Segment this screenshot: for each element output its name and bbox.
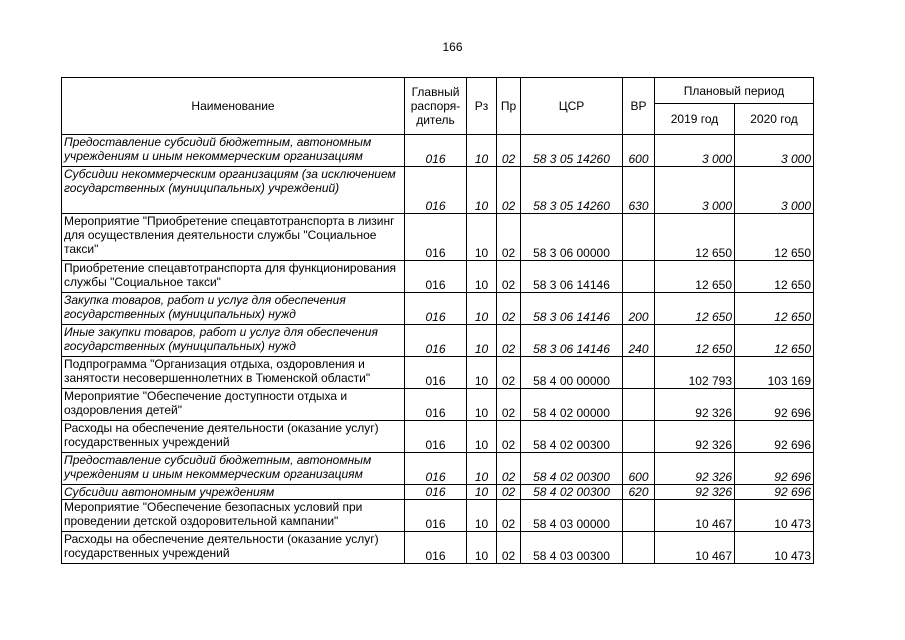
cell-rz: 10	[467, 261, 497, 293]
cell-pr: 02	[497, 532, 521, 564]
table-row	[62, 389, 814, 421]
cell-pr: 02	[497, 325, 521, 357]
cell-2019: 12 650	[655, 325, 735, 357]
cell-rz: 10	[467, 532, 497, 564]
cell-2019: 3 000	[655, 135, 735, 167]
cell-chief-manager: 016	[405, 357, 467, 389]
cell-2020: 3 000	[735, 167, 814, 214]
cell-name: Приобретение спецавтотранспорта для функционирования службы "Социальное такси"	[62, 261, 405, 293]
cell-csr: 58 3 06 14146	[521, 293, 623, 325]
cell-rz: 10	[467, 293, 497, 325]
cell-chief-manager: 016	[405, 500, 467, 532]
table-header	[62, 78, 814, 135]
cell-name: Субсидии автономным учреждениям	[62, 485, 405, 500]
cell-vr: 240	[623, 325, 655, 357]
cell-name: Мероприятие "Обеспечение доступности отдыха и оздоровления детей"	[62, 389, 405, 421]
cell-csr: 58 3 06 14146	[521, 325, 623, 357]
cell-chief-manager: 016	[405, 421, 467, 453]
table-row	[62, 532, 814, 564]
cell-pr: 02	[497, 500, 521, 532]
cell-name: Мероприятие "Обеспечение безопасных условий при проведении детской оздоровительной кампании"	[62, 500, 405, 532]
page-number: 166	[442, 40, 463, 54]
cell-2020: 92 696	[735, 421, 814, 453]
cell-pr: 02	[497, 453, 521, 485]
cell-chief-manager: 016	[405, 532, 467, 564]
cell-pr: 02	[497, 261, 521, 293]
cell-chief-manager: 016	[405, 485, 467, 500]
cell-csr: 58 3 05 14260	[521, 167, 623, 214]
cell-rz: 10	[467, 135, 497, 167]
cell-vr	[623, 261, 655, 293]
cell-rz: 10	[467, 167, 497, 214]
cell-chief-manager: 016	[405, 261, 467, 293]
header-chief-manager: Главный распоря-дитель	[405, 78, 467, 135]
cell-name: Расходы на обеспечение деятельности (оказание услуг) государственных учреждений	[62, 532, 405, 564]
cell-2019: 92 326	[655, 389, 735, 421]
table-row	[62, 261, 814, 293]
cell-name: Иные закупки товаров, работ и услуг для обеспечения государственных (муниципальных) нужд	[62, 325, 405, 357]
table-row	[62, 357, 814, 389]
cell-2020: 12 650	[735, 261, 814, 293]
table-row	[62, 421, 814, 453]
cell-2020: 12 650	[735, 325, 814, 357]
cell-2020: 10 473	[735, 500, 814, 532]
cell-2019: 10 467	[655, 532, 735, 564]
cell-vr	[623, 421, 655, 453]
cell-csr: 58 4 02 00300	[521, 453, 623, 485]
cell-2019: 12 650	[655, 261, 735, 293]
cell-pr: 02	[497, 421, 521, 453]
cell-csr: 58 4 00 00000	[521, 357, 623, 389]
header-pr: Пр	[497, 78, 521, 135]
cell-csr: 58 4 03 00000	[521, 500, 623, 532]
cell-2019: 12 650	[655, 293, 735, 325]
cell-chief-manager: 016	[405, 453, 467, 485]
cell-csr: 58 4 02 00000	[521, 389, 623, 421]
table-row	[62, 167, 814, 214]
cell-rz: 10	[467, 214, 497, 261]
cell-2019: 3 000	[655, 167, 735, 214]
header-name: Наименование	[62, 78, 405, 135]
header-vr: ВР	[623, 78, 655, 135]
header-rz: Рз	[467, 78, 497, 135]
cell-chief-manager: 016	[405, 293, 467, 325]
cell-csr: 58 3 06 14146	[521, 261, 623, 293]
header-year-2019: 2019 год	[655, 104, 735, 135]
cell-2020: 92 696	[735, 453, 814, 485]
table-row	[62, 325, 814, 357]
cell-2020: 12 650	[735, 293, 814, 325]
cell-name: Закупка товаров, работ и услуг для обеспечения государственных (муниципальных) нужд	[62, 293, 405, 325]
cell-csr: 58 4 02 00300	[521, 485, 623, 500]
cell-name: Субсидии некоммерческим организациям (за исключением государственных (муниципальных) учреждений)	[62, 167, 405, 214]
cell-2019: 92 326	[655, 485, 735, 500]
cell-2020: 10 473	[735, 532, 814, 564]
budget-table	[61, 77, 814, 564]
cell-pr: 02	[497, 214, 521, 261]
cell-rz: 10	[467, 357, 497, 389]
cell-2019: 12 650	[655, 214, 735, 261]
cell-vr	[623, 500, 655, 532]
table-body	[62, 135, 814, 564]
cell-csr: 58 4 02 00300	[521, 421, 623, 453]
cell-2020: 103 169	[735, 357, 814, 389]
cell-name: Мероприятие "Приобретение спецавтотранспорта в лизинг для осуществления деятельности службы "Социальное такси"	[62, 214, 405, 261]
cell-pr: 02	[497, 357, 521, 389]
cell-vr: 630	[623, 167, 655, 214]
cell-chief-manager: 016	[405, 214, 467, 261]
table-row	[62, 293, 814, 325]
cell-csr: 58 3 05 14260	[521, 135, 623, 167]
cell-name: Предоставление субсидий бюджетным, автономным учреждениям и иным некоммерческим организациям	[62, 135, 405, 167]
cell-2020: 12 650	[735, 214, 814, 261]
cell-rz: 10	[467, 500, 497, 532]
table-row	[62, 135, 814, 167]
table-row	[62, 453, 814, 485]
cell-chief-manager: 016	[405, 389, 467, 421]
cell-2020: 3 000	[735, 135, 814, 167]
cell-rz: 10	[467, 389, 497, 421]
cell-pr: 02	[497, 293, 521, 325]
cell-pr: 02	[497, 135, 521, 167]
table-row	[62, 485, 814, 500]
cell-chief-manager: 016	[405, 167, 467, 214]
cell-2019: 92 326	[655, 421, 735, 453]
cell-chief-manager: 016	[405, 135, 467, 167]
cell-2019: 10 467	[655, 500, 735, 532]
header-csr: ЦСР	[521, 78, 623, 135]
cell-rz: 10	[467, 325, 497, 357]
cell-vr: 600	[623, 135, 655, 167]
cell-vr	[623, 214, 655, 261]
table-row	[62, 214, 814, 261]
cell-vr	[623, 532, 655, 564]
cell-rz: 10	[467, 421, 497, 453]
cell-pr: 02	[497, 389, 521, 421]
cell-rz: 10	[467, 485, 497, 500]
cell-2019: 92 326	[655, 453, 735, 485]
cell-2020: 92 696	[735, 389, 814, 421]
cell-rz: 10	[467, 453, 497, 485]
cell-vr: 620	[623, 485, 655, 500]
cell-name: Подпрограмма "Организация отдыха, оздоровления и занятости несовершеннолетних в Тюменской области"	[62, 357, 405, 389]
cell-pr: 02	[497, 167, 521, 214]
cell-vr	[623, 357, 655, 389]
cell-vr	[623, 389, 655, 421]
cell-name: Расходы на обеспечение деятельности (оказание услуг) государственных учреждений	[62, 421, 405, 453]
header-year-2020: 2020 год	[735, 104, 814, 135]
cell-2020: 92 696	[735, 485, 814, 500]
cell-pr: 02	[497, 485, 521, 500]
cell-vr: 200	[623, 293, 655, 325]
table-row	[62, 500, 814, 532]
cell-vr: 600	[623, 453, 655, 485]
cell-chief-manager: 016	[405, 325, 467, 357]
cell-csr: 58 4 03 00300	[521, 532, 623, 564]
cell-name: Предоставление субсидий бюджетным, автономным учреждениям и иным некоммерческим организациям	[62, 453, 405, 485]
cell-2019: 102 793	[655, 357, 735, 389]
header-planned-period: Плановый период	[655, 78, 814, 104]
cell-csr: 58 3 06 00000	[521, 214, 623, 261]
